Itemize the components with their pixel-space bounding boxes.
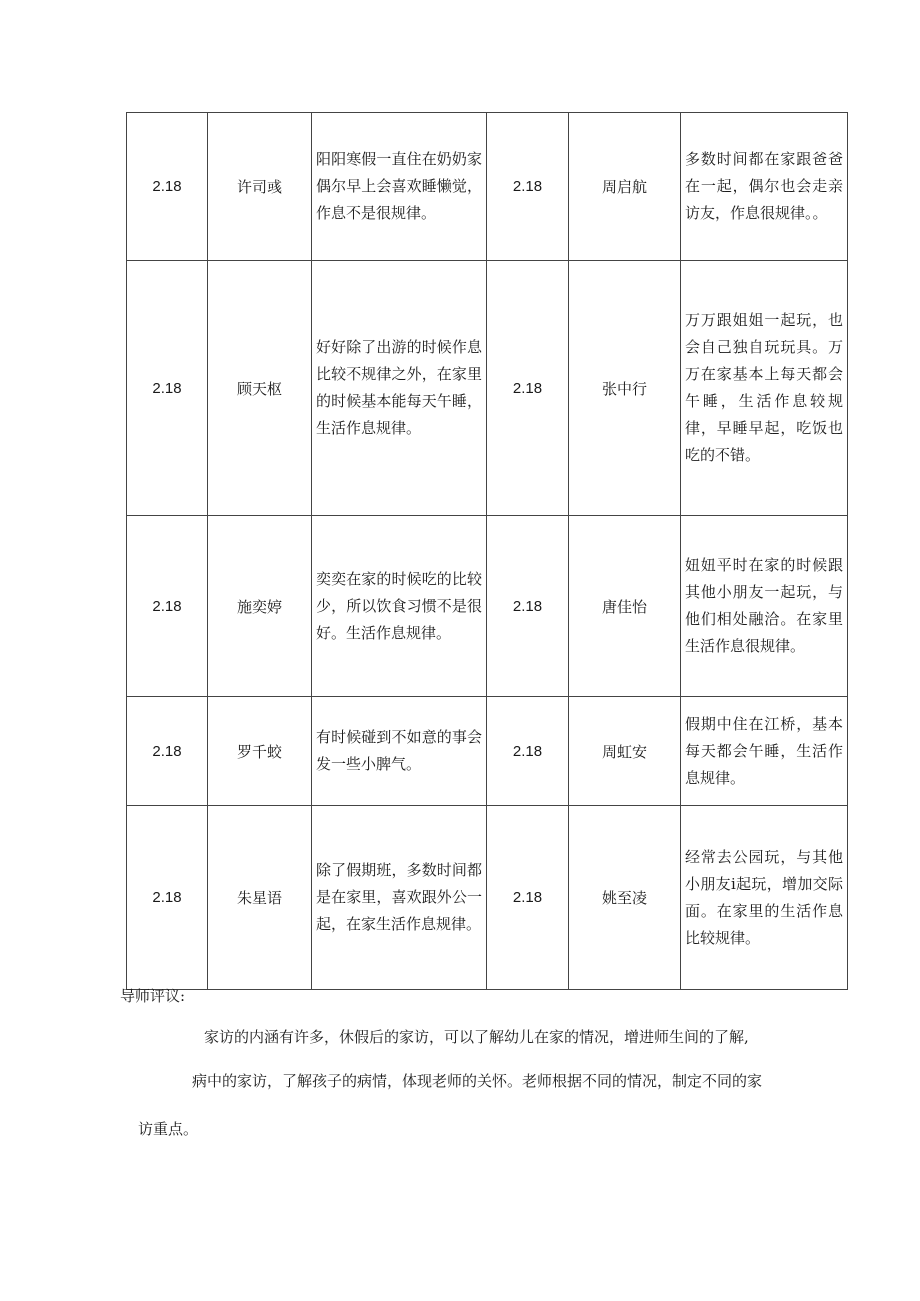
visit-note-cell: 经常去公园玩，与其他小朋友i起玩，增加交际面。在家里的生活作息比较规律。 <box>681 806 848 990</box>
child-name-cell: 许司彧 <box>208 113 312 261</box>
table-row <box>127 261 848 516</box>
visit-note-cell: 除了假期班，多数时间都是在家里，喜欢跟外公一起，在家生活作息规律。 <box>312 806 487 990</box>
table-row <box>127 806 848 990</box>
child-name-cell: 朱星语 <box>208 806 312 990</box>
visit-date-cell: 2.18 <box>487 113 569 261</box>
mentor-comment-line: 家访的内涵有许多，休假后的家访，可以了解幼儿在家的情况，增进师生间的了解, <box>204 1028 749 1046</box>
visit-date-cell: 2.18 <box>127 516 208 697</box>
visit-note-cell: 万万跟姐姐一起玩，也会自己独自玩玩具。万万在家基本上每天都会午睡，生活作息较规律，早睡早起，吃饭也吃的不错。 <box>681 261 848 516</box>
visit-note-cell: 多数时间都在家跟爸爸在一起，偶尔也会走亲访友，作息很规律。。 <box>681 113 848 261</box>
visit-date-cell: 2.18 <box>127 261 208 516</box>
child-name-cell: 罗千蛟 <box>208 697 312 806</box>
visit-date-cell: 2.18 <box>127 697 208 806</box>
visit-note-cell: 奕奕在家的时候吃的比较少，所以饮食习惯不是很好。生活作息规律。 <box>312 516 487 697</box>
visit-note-cell: 好好除了出游的时候作息比较不规律之外，在家里的时候基本能每天午睡，生活作息规律。 <box>312 261 487 516</box>
visit-date-cell: 2.18 <box>487 516 569 697</box>
child-name-cell: 周启航 <box>569 113 681 261</box>
mentor-comment-label: 导师评议: <box>120 987 186 1005</box>
child-name-cell: 顾天枢 <box>208 261 312 516</box>
visit-date-cell: 2.18 <box>127 806 208 990</box>
mentor-comment-line: 访重点。 <box>138 1120 199 1138</box>
child-name-cell: 唐佳怡 <box>569 516 681 697</box>
table-row <box>127 113 848 261</box>
visit-date-cell: 2.18 <box>487 806 569 990</box>
child-name-cell: 姚至凌 <box>569 806 681 990</box>
child-name-cell: 张中行 <box>569 261 681 516</box>
child-name-cell: 周虹安 <box>569 697 681 806</box>
home-visit-table <box>126 112 848 990</box>
child-name-cell: 施奕婷 <box>208 516 312 697</box>
visit-note-cell: 妞妞平时在家的时候跟其他小朋友一起玩，与他们相处融洽。在家里生活作息很规律。 <box>681 516 848 697</box>
mentor-comment-line: 病中的家访，了解孩子的病情，体现老师的关怀。老师根据不同的情况，制定不同的家 <box>192 1072 763 1090</box>
table-row <box>127 516 848 697</box>
visit-date-cell: 2.18 <box>487 697 569 806</box>
visit-date-cell: 2.18 <box>487 261 569 516</box>
visit-date-cell: 2.18 <box>127 113 208 261</box>
table-row <box>127 697 848 806</box>
visit-note-cell: 假期中住在江桥，基本每天都会午睡，生活作息规律。 <box>681 697 848 806</box>
visit-note-cell: 有时候碰到不如意的事会发一些小脾气。 <box>312 697 487 806</box>
visit-note-cell: 阳阳寒假一直住在奶奶家偶尔早上会喜欢睡懒觉，作息不是很规律。 <box>312 113 487 261</box>
